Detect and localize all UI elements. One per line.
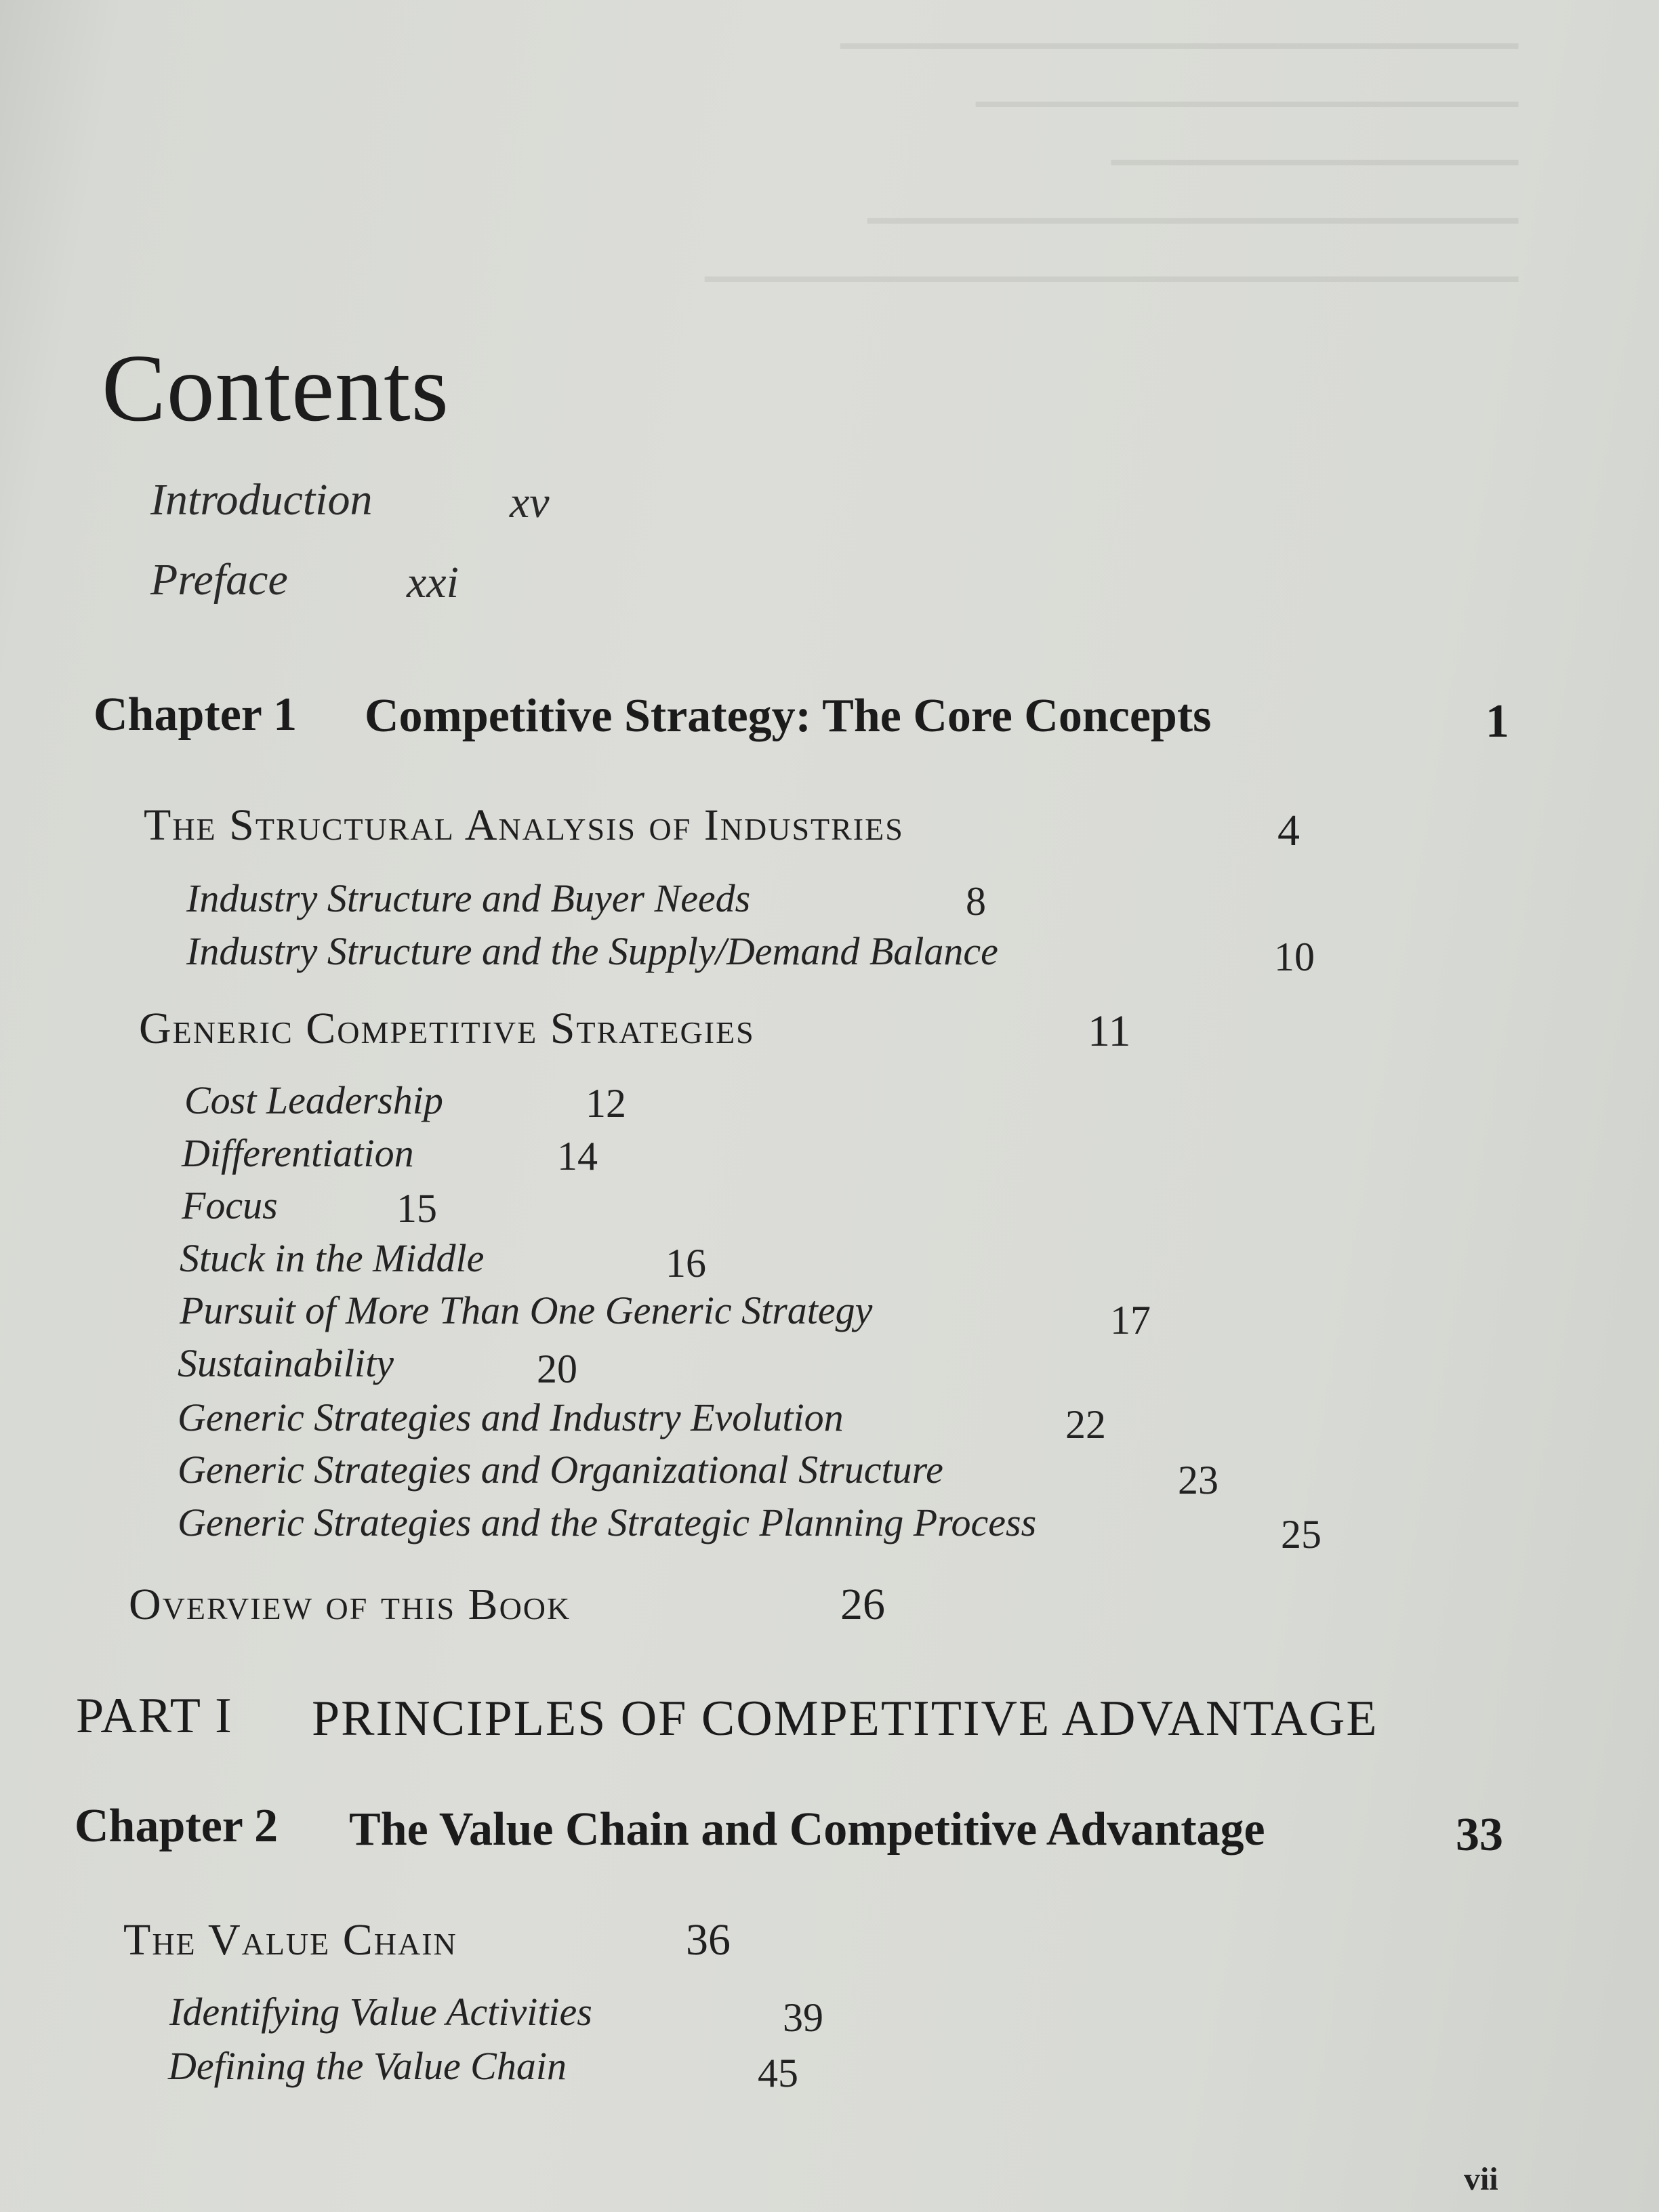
show-through-texture: ▁▁▁▁▁▁▁▁▁▁▁▁▁▁▁▁▁▁▁▁▁▁▁▁▁ ▁▁▁▁▁▁▁▁▁▁▁▁▁▁▁▁▁▁▁▁ ▁▁▁▁▁▁▁▁▁▁▁▁▁▁▁ ▁▁▁▁▁▁▁▁▁▁▁▁▁▁▁▁▁▁▁▁▁▁▁▁ ▁▁▁▁▁▁▁▁▁▁▁▁▁▁▁▁▁▁▁▁▁▁▁▁▁▁▁▁▁▁ (705, 9, 1518, 281)
toc-entry-page: 17 (1110, 1298, 1151, 1343)
part-1-label: PART I (76, 1688, 233, 1744)
section-value-chain-page: 36 (686, 1915, 731, 1965)
toc-entry-page: 16 (665, 1241, 706, 1286)
toc-entry-page: 12 (586, 1081, 626, 1126)
toc-entry-page: 39 (783, 1995, 823, 2040)
toc-entry-page: 23 (1178, 1458, 1218, 1502)
toc-entry: Generic Strategies and Organizational Structure (178, 1448, 943, 1492)
toc-entry: Focus (182, 1183, 278, 1227)
toc-entry-page: 15 (396, 1186, 437, 1231)
toc-entry-page: 45 (758, 2051, 798, 2095)
toc-entry-page: 25 (1281, 1512, 1322, 1557)
chapter-2-title: The Value Chain and Competitive Advantage (349, 1803, 1265, 1856)
toc-entry: Sustainability (178, 1341, 394, 1385)
section-generic-strategies-page: 11 (1088, 1006, 1131, 1056)
section-structural-analysis: The Structural Analysis of Industries (144, 800, 904, 850)
toc-entry: Identifying Value Activities (169, 1990, 592, 2034)
section-generic-strategies: Generic Competitive Strategies (139, 1004, 755, 1053)
toc-entry-page: 10 (1274, 935, 1315, 979)
toc-entry-page: 22 (1065, 1402, 1106, 1447)
chapter-2-label: Chapter 2 (75, 1800, 279, 1852)
toc-entry: Industry Structure and Buyer Needs (186, 876, 751, 920)
chapter-2-page: 33 (1456, 1809, 1503, 1861)
toc-entry: Generic Strategies and Industry Evolution (178, 1395, 844, 1439)
front-matter-introduction-page: xv (510, 478, 550, 527)
section-overview: Overview of this Book (129, 1580, 571, 1629)
toc-entry: Defining the Value Chain (168, 2044, 567, 2088)
chapter-1-label: Chapter 1 (94, 689, 298, 741)
section-overview-page: 26 (840, 1580, 885, 1629)
toc-entry: Industry Structure and the Supply/Demand Balance (186, 929, 998, 973)
toc-entry: Stuck in the Middle (180, 1236, 485, 1280)
toc-entry: Differentiation (182, 1131, 414, 1175)
chapter-1-title: Competitive Strategy: The Core Concepts (365, 690, 1212, 742)
section-structural-analysis-page: 4 (1277, 806, 1300, 855)
page-title: Contents (102, 334, 449, 441)
section-value-chain: The Value Chain (123, 1915, 457, 1965)
page-number-folio: vii (1464, 2161, 1498, 2197)
chapter-1-page: 1 (1486, 695, 1509, 747)
front-matter-preface-page: xxi (407, 558, 459, 607)
front-matter-preface-label: Preface (150, 555, 288, 605)
toc-entry: Pursuit of More Than One Generic Strategy (180, 1288, 873, 1332)
part-1-title: PRINCIPLES OF COMPETITIVE ADVANTAGE (312, 1691, 1378, 1746)
toc-entry: Generic Strategies and the Strategic Planning Process (178, 1500, 1037, 1544)
toc-entry: Cost Leadership (184, 1078, 443, 1122)
toc-entry-page: 8 (966, 879, 986, 924)
toc-entry-page: 20 (537, 1347, 577, 1391)
front-matter-introduction-label: Introduction (150, 475, 373, 525)
toc-entry-page: 14 (557, 1134, 598, 1179)
